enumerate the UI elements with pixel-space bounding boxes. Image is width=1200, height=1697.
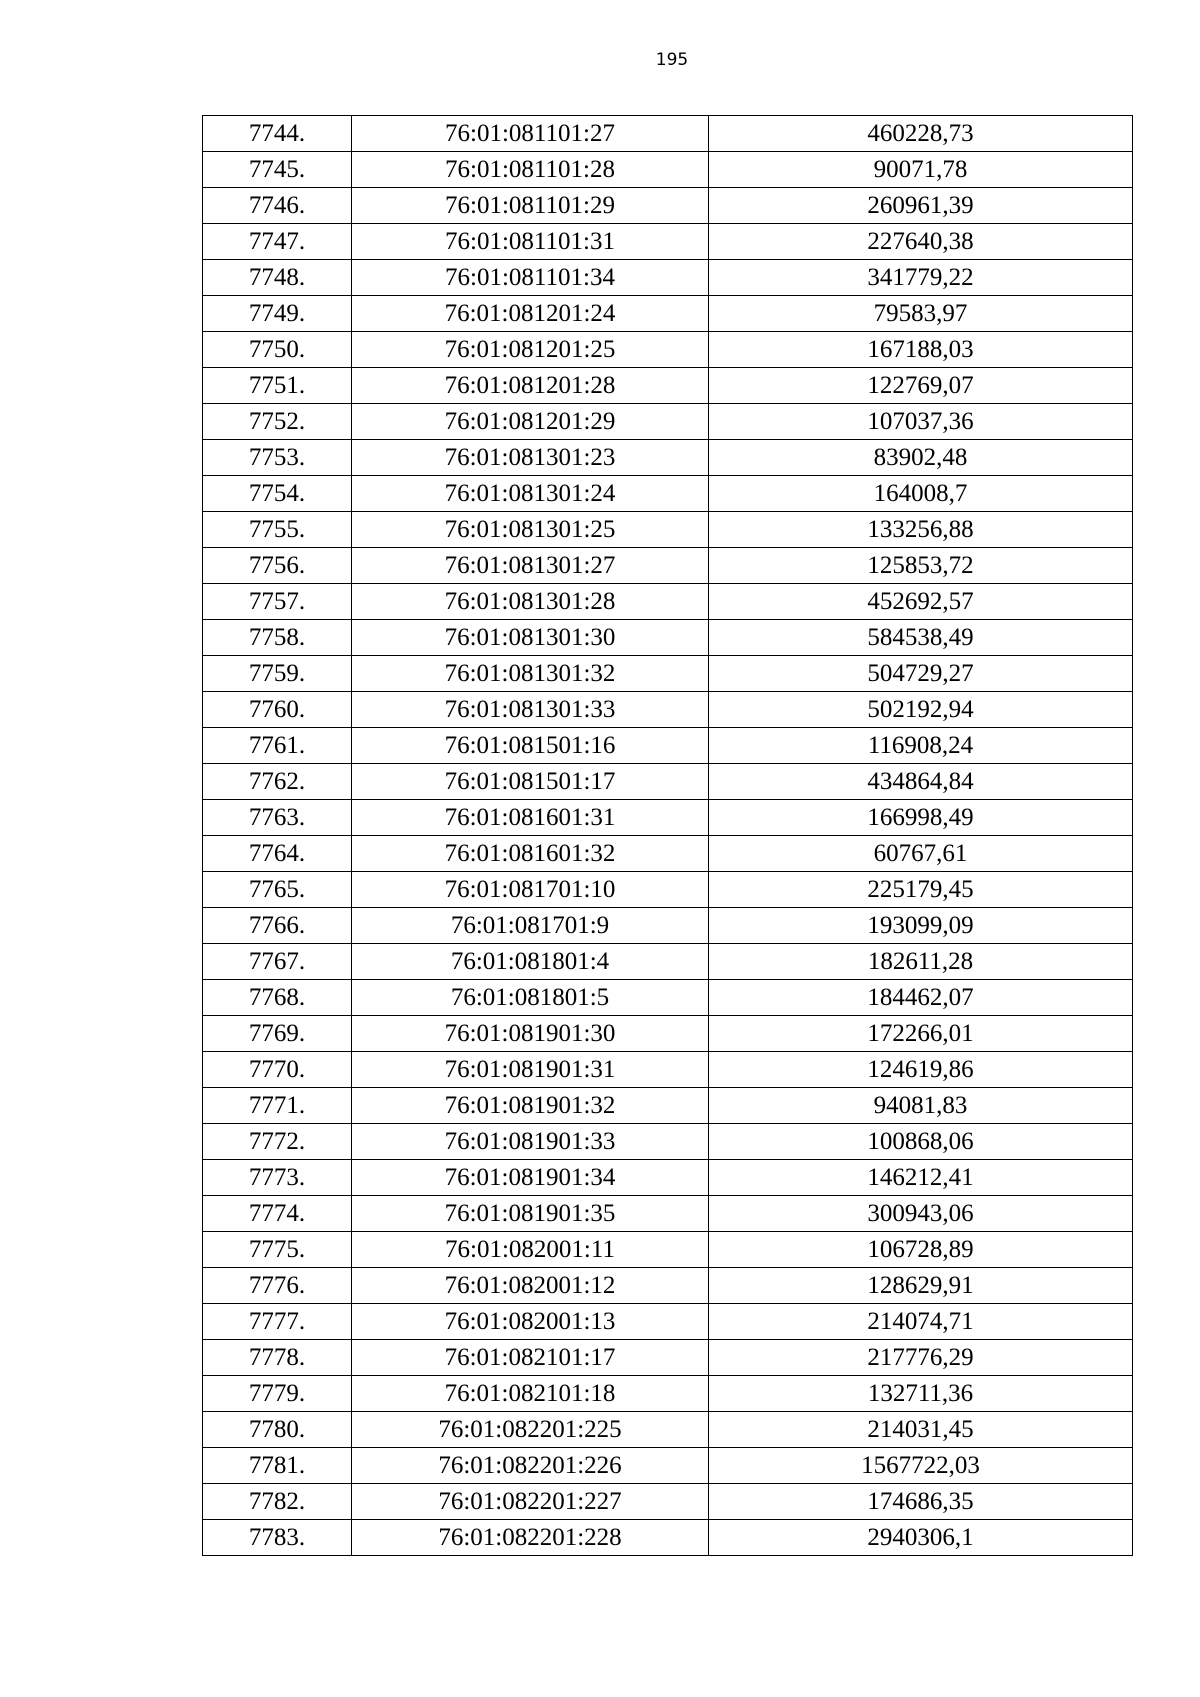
table-row (203, 620, 1133, 656)
value-cell: 214031,45 (709, 1412, 1133, 1448)
row-number-cell: 7768. (203, 980, 352, 1016)
row-number-cell: 7763. (203, 800, 352, 836)
value-cell: 122769,07 (709, 368, 1133, 404)
cadastral-number-cell: 76:01:081201:29 (352, 404, 709, 440)
cadastral-number-cell: 76:01:081301:33 (352, 692, 709, 728)
table-row (203, 404, 1133, 440)
value-cell: 460228,73 (709, 116, 1133, 152)
cadastral-number-cell: 76:01:081601:32 (352, 836, 709, 872)
row-number-cell: 7782. (203, 1484, 352, 1520)
row-number-cell: 7760. (203, 692, 352, 728)
row-number-cell: 7748. (203, 260, 352, 296)
cadastral-number-cell: 76:01:081901:35 (352, 1196, 709, 1232)
table-row (203, 512, 1133, 548)
value-cell: 133256,88 (709, 512, 1133, 548)
row-number-cell: 7745. (203, 152, 352, 188)
row-number-cell: 7779. (203, 1376, 352, 1412)
table-body (203, 116, 1133, 1556)
table-row (203, 1196, 1133, 1232)
cadastral-number-cell: 76:01:082101:18 (352, 1376, 709, 1412)
row-number-cell: 7770. (203, 1052, 352, 1088)
cadastral-number-cell: 76:01:082201:227 (352, 1484, 709, 1520)
value-cell: 116908,24 (709, 728, 1133, 764)
table-row (203, 440, 1133, 476)
value-cell: 452692,57 (709, 584, 1133, 620)
value-cell: 106728,89 (709, 1232, 1133, 1268)
row-number-cell: 7744. (203, 116, 352, 152)
row-number-cell: 7746. (203, 188, 352, 224)
cadastral-number-cell: 76:01:081601:31 (352, 800, 709, 836)
table-row (203, 296, 1133, 332)
row-number-cell: 7752. (203, 404, 352, 440)
value-cell: 125853,72 (709, 548, 1133, 584)
table-row (203, 1376, 1133, 1412)
table-row (203, 656, 1133, 692)
table-row (203, 584, 1133, 620)
value-cell: 227640,38 (709, 224, 1133, 260)
row-number-cell: 7756. (203, 548, 352, 584)
table-row (203, 764, 1133, 800)
cadastral-number-cell: 76:01:081801:5 (352, 980, 709, 1016)
value-cell: 214074,71 (709, 1304, 1133, 1340)
table-row (203, 800, 1133, 836)
value-cell: 584538,49 (709, 620, 1133, 656)
cadastral-table (202, 115, 1133, 1556)
value-cell: 90071,78 (709, 152, 1133, 188)
table-row (203, 1268, 1133, 1304)
value-cell: 132711,36 (709, 1376, 1133, 1412)
row-number-cell: 7774. (203, 1196, 352, 1232)
row-number-cell: 7780. (203, 1412, 352, 1448)
cadastral-number-cell: 76:01:081101:28 (352, 152, 709, 188)
table-row (203, 980, 1133, 1016)
value-cell: 434864,84 (709, 764, 1133, 800)
row-number-cell: 7772. (203, 1124, 352, 1160)
value-cell: 2940306,1 (709, 1520, 1133, 1556)
cadastral-number-cell: 76:01:081501:16 (352, 728, 709, 764)
cadastral-number-cell: 76:01:081101:27 (352, 116, 709, 152)
table-row (203, 260, 1133, 296)
value-cell: 164008,7 (709, 476, 1133, 512)
value-cell: 502192,94 (709, 692, 1133, 728)
table-row (203, 368, 1133, 404)
value-cell: 217776,29 (709, 1340, 1133, 1376)
value-cell: 124619,86 (709, 1052, 1133, 1088)
row-number-cell: 7769. (203, 1016, 352, 1052)
cadastral-number-cell: 76:01:082001:11 (352, 1232, 709, 1268)
cadastral-number-cell: 76:01:081301:24 (352, 476, 709, 512)
value-cell: 504729,27 (709, 656, 1133, 692)
cadastral-number-cell: 76:01:081701:10 (352, 872, 709, 908)
row-number-cell: 7753. (203, 440, 352, 476)
row-number-cell: 7749. (203, 296, 352, 332)
row-number-cell: 7777. (203, 1304, 352, 1340)
table-row (203, 872, 1133, 908)
value-cell: 172266,01 (709, 1016, 1133, 1052)
table-row (203, 692, 1133, 728)
table-row (203, 188, 1133, 224)
value-cell: 166998,49 (709, 800, 1133, 836)
row-number-cell: 7758. (203, 620, 352, 656)
row-number-cell: 7778. (203, 1340, 352, 1376)
row-number-cell: 7766. (203, 908, 352, 944)
value-cell: 100868,06 (709, 1124, 1133, 1160)
value-cell: 300943,06 (709, 1196, 1133, 1232)
value-cell: 107037,36 (709, 404, 1133, 440)
value-cell: 225179,45 (709, 872, 1133, 908)
table-row (203, 548, 1133, 584)
table-row (203, 1124, 1133, 1160)
value-cell: 60767,61 (709, 836, 1133, 872)
table-row (203, 1520, 1133, 1556)
table-row (203, 1340, 1133, 1376)
row-number-cell: 7754. (203, 476, 352, 512)
row-number-cell: 7757. (203, 584, 352, 620)
row-number-cell: 7751. (203, 368, 352, 404)
value-cell: 193099,09 (709, 908, 1133, 944)
row-number-cell: 7765. (203, 872, 352, 908)
value-cell: 341779,22 (709, 260, 1133, 296)
cadastral-number-cell: 76:01:081701:9 (352, 908, 709, 944)
row-number-cell: 7759. (203, 656, 352, 692)
cadastral-number-cell: 76:01:081201:24 (352, 296, 709, 332)
row-number-cell: 7747. (203, 224, 352, 260)
cadastral-number-cell: 76:01:081901:32 (352, 1088, 709, 1124)
table-row (203, 224, 1133, 260)
value-cell: 146212,41 (709, 1160, 1133, 1196)
table-row (203, 476, 1133, 512)
row-number-cell: 7764. (203, 836, 352, 872)
table-row (203, 1088, 1133, 1124)
cadastral-number-cell: 76:01:081901:30 (352, 1016, 709, 1052)
cadastral-number-cell: 76:01:082001:13 (352, 1304, 709, 1340)
value-cell: 94081,83 (709, 1088, 1133, 1124)
value-cell: 174686,35 (709, 1484, 1133, 1520)
value-cell: 1567722,03 (709, 1448, 1133, 1484)
row-number-cell: 7761. (203, 728, 352, 764)
cadastral-number-cell: 76:01:081901:31 (352, 1052, 709, 1088)
cadastral-number-cell: 76:01:081301:32 (352, 656, 709, 692)
value-cell: 184462,07 (709, 980, 1133, 1016)
table-row (203, 152, 1133, 188)
value-cell: 128629,91 (709, 1268, 1133, 1304)
cadastral-number-cell: 76:01:081501:17 (352, 764, 709, 800)
table-row (203, 1016, 1133, 1052)
table-row (203, 944, 1133, 980)
cadastral-number-cell: 76:01:081101:29 (352, 188, 709, 224)
cadastral-number-cell: 76:01:081101:31 (352, 224, 709, 260)
cadastral-number-cell: 76:01:081301:30 (352, 620, 709, 656)
table-row (203, 728, 1133, 764)
row-number-cell: 7750. (203, 332, 352, 368)
cadastral-number-cell: 76:01:081301:23 (352, 440, 709, 476)
cadastral-number-cell: 76:01:081201:28 (352, 368, 709, 404)
cadastral-number-cell: 76:01:082201:226 (352, 1448, 709, 1484)
cadastral-number-cell: 76:01:081301:27 (352, 548, 709, 584)
value-cell: 167188,03 (709, 332, 1133, 368)
page-number: 195 (655, 50, 689, 70)
value-cell: 83902,48 (709, 440, 1133, 476)
cadastral-number-cell: 76:01:082101:17 (352, 1340, 709, 1376)
table-row (203, 1412, 1133, 1448)
row-number-cell: 7783. (203, 1520, 352, 1556)
table-row (203, 908, 1133, 944)
row-number-cell: 7771. (203, 1088, 352, 1124)
cadastral-number-cell: 76:01:081901:33 (352, 1124, 709, 1160)
row-number-cell: 7755. (203, 512, 352, 548)
row-number-cell: 7781. (203, 1448, 352, 1484)
value-cell: 182611,28 (709, 944, 1133, 980)
table-row (203, 836, 1133, 872)
cadastral-number-cell: 76:01:082001:12 (352, 1268, 709, 1304)
table-row (203, 332, 1133, 368)
cadastral-number-cell: 76:01:082201:225 (352, 1412, 709, 1448)
value-cell: 79583,97 (709, 296, 1133, 332)
table-row (203, 116, 1133, 152)
table-row (203, 1232, 1133, 1268)
table-row (203, 1304, 1133, 1340)
table-row (203, 1052, 1133, 1088)
table-row (203, 1484, 1133, 1520)
cadastral-number-cell: 76:01:081101:34 (352, 260, 709, 296)
row-number-cell: 7776. (203, 1268, 352, 1304)
row-number-cell: 7762. (203, 764, 352, 800)
cadastral-number-cell: 76:01:081901:34 (352, 1160, 709, 1196)
row-number-cell: 7775. (203, 1232, 352, 1268)
table-row (203, 1160, 1133, 1196)
row-number-cell: 7773. (203, 1160, 352, 1196)
value-cell: 260961,39 (709, 188, 1133, 224)
cadastral-number-cell: 76:01:081301:28 (352, 584, 709, 620)
cadastral-number-cell: 76:01:081801:4 (352, 944, 709, 980)
cadastral-number-cell: 76:01:081301:25 (352, 512, 709, 548)
cadastral-number-cell: 76:01:081201:25 (352, 332, 709, 368)
row-number-cell: 7767. (203, 944, 352, 980)
table-row (203, 1448, 1133, 1484)
cadastral-number-cell: 76:01:082201:228 (352, 1520, 709, 1556)
